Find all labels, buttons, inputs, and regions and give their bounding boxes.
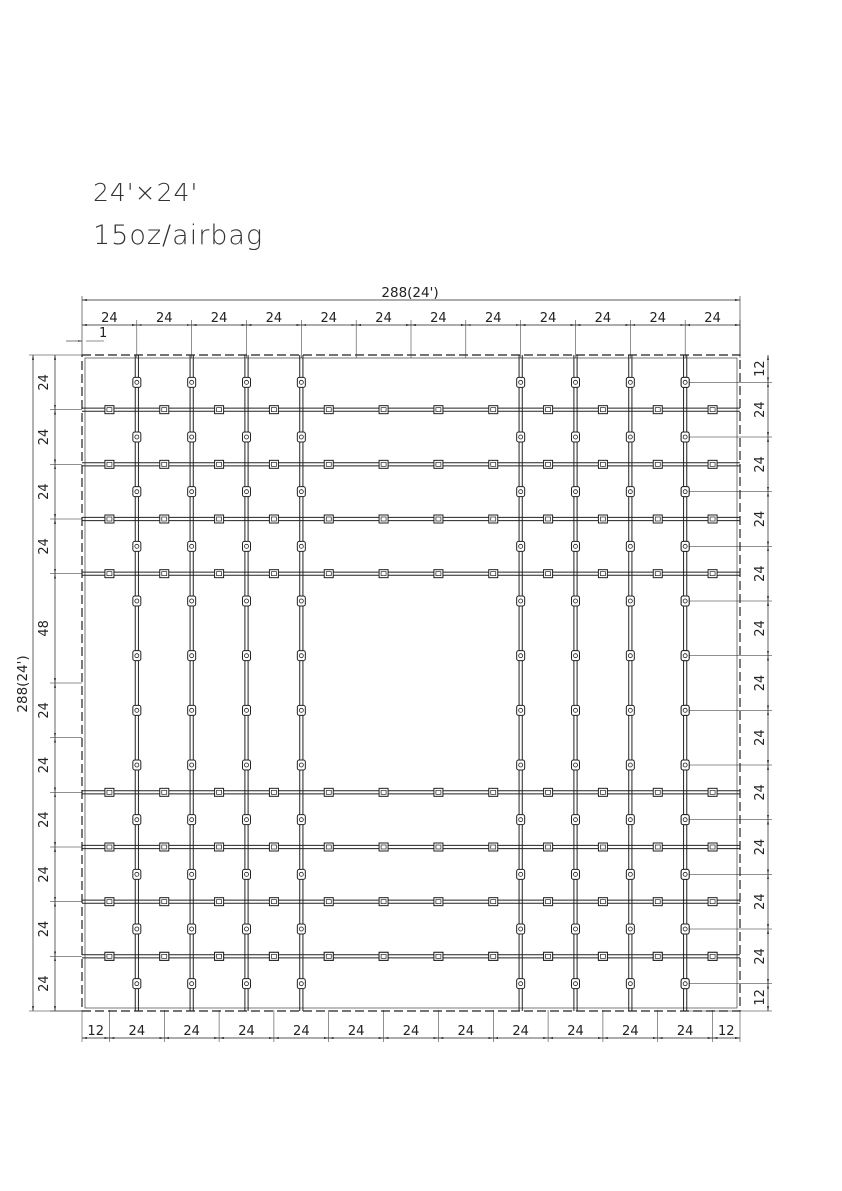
connector-node <box>598 788 607 796</box>
left-dim-label: 24 <box>37 538 52 555</box>
connector-node <box>489 570 498 578</box>
drawing-title-weight: 15oz/airbag <box>93 220 264 251</box>
connector-node <box>243 377 251 387</box>
connector-node <box>379 570 388 578</box>
connector-node <box>653 952 662 960</box>
bottom-dim-label: 24 <box>128 1024 146 1039</box>
connector-node <box>188 760 196 770</box>
connector-node <box>188 377 196 387</box>
connector-node <box>517 924 525 934</box>
connector-node <box>379 843 388 851</box>
right-dim-label: 12 <box>753 360 768 377</box>
connector-node <box>133 760 141 770</box>
connector-node <box>517 760 525 770</box>
connector-node <box>517 596 525 606</box>
connector-node <box>489 952 498 960</box>
connector-node <box>681 924 689 934</box>
connector-node <box>434 843 443 851</box>
connector-node <box>188 541 196 551</box>
overall-width-label: 288(24') <box>381 285 439 301</box>
connector-node <box>269 406 278 414</box>
top-dim-label: 24 <box>101 311 118 326</box>
connector-node <box>434 515 443 523</box>
connector-node <box>269 570 278 578</box>
connector-node <box>215 898 224 906</box>
connector-node <box>215 788 224 796</box>
connector-node <box>544 788 553 796</box>
connector-node <box>572 541 580 551</box>
right-dim-label: 24 <box>753 401 768 418</box>
connector-node <box>653 843 662 851</box>
connector-node <box>269 898 278 906</box>
right-dim-label: 24 <box>753 565 768 582</box>
connector-node <box>489 898 498 906</box>
connector-node <box>517 651 525 661</box>
bottom-dim-label: 24 <box>622 1024 639 1039</box>
connector-node <box>297 979 305 989</box>
connector-node <box>133 815 141 825</box>
connector-node <box>681 979 689 989</box>
connector-node <box>517 541 525 551</box>
connector-node <box>243 815 251 825</box>
right-dim-label: 12 <box>753 989 768 1006</box>
connector-node <box>188 651 196 661</box>
connector-node <box>297 815 305 825</box>
connector-node <box>626 815 634 825</box>
connector-nodes <box>105 377 717 988</box>
connector-node <box>434 898 443 906</box>
top-dim-label: 24 <box>430 311 447 326</box>
connector-node <box>544 898 553 906</box>
connector-node <box>105 898 114 906</box>
connector-node <box>489 406 498 414</box>
connector-node <box>572 705 580 715</box>
connector-node <box>598 952 607 960</box>
connector-node <box>489 460 498 468</box>
connector-node <box>598 898 607 906</box>
bottom-dim-label: 24 <box>567 1024 584 1039</box>
connector-node <box>598 406 607 414</box>
connector-node <box>598 843 607 851</box>
connector-node <box>489 788 498 796</box>
right-dim-label: 24 <box>753 510 768 528</box>
top-dim-label: 24 <box>375 311 392 326</box>
top-dim-label: 24 <box>704 311 721 326</box>
right-dim-label: 24 <box>753 893 768 910</box>
connector-node <box>269 515 278 523</box>
top-dim-label: 24 <box>210 311 228 326</box>
connector-node <box>269 843 278 851</box>
connector-node <box>379 515 388 523</box>
connector-node <box>626 869 634 879</box>
connector-node <box>626 487 634 497</box>
top-dim-label: 24 <box>320 311 338 326</box>
connector-node <box>681 541 689 551</box>
connector-node <box>572 432 580 442</box>
top-dim-label: 24 <box>265 311 283 326</box>
connector-node <box>188 432 196 442</box>
connector-node <box>489 515 498 523</box>
connector-node <box>681 487 689 497</box>
connector-node <box>133 541 141 551</box>
connector-node <box>243 487 251 497</box>
connector-node <box>160 898 169 906</box>
connector-node <box>133 651 141 661</box>
connector-node <box>653 788 662 796</box>
connector-node <box>160 843 169 851</box>
connector-node <box>269 952 278 960</box>
connector-node <box>572 377 580 387</box>
left-dim-label: 24 <box>37 374 52 391</box>
connector-node <box>708 788 717 796</box>
connector-node <box>517 432 525 442</box>
connector-node <box>626 760 634 770</box>
connector-node <box>105 460 114 468</box>
connector-node <box>324 570 333 578</box>
top-dim-label: 24 <box>594 311 612 326</box>
offset-label: 1 <box>99 326 108 341</box>
connector-node <box>544 406 553 414</box>
connector-node <box>297 869 305 879</box>
connector-node <box>626 979 634 989</box>
connector-node <box>324 952 333 960</box>
connector-node <box>215 515 224 523</box>
connector-node <box>708 952 717 960</box>
connector-node <box>297 924 305 934</box>
connector-node <box>243 869 251 879</box>
connector-node <box>544 952 553 960</box>
connector-node <box>269 788 278 796</box>
connector-node <box>517 705 525 715</box>
bottom-dim-label: 24 <box>238 1024 255 1039</box>
connector-node <box>598 460 607 468</box>
connector-node <box>297 651 305 661</box>
connector-node <box>708 898 717 906</box>
right-dim-label: 24 <box>753 838 768 856</box>
connector-node <box>188 596 196 606</box>
connector-node <box>243 924 251 934</box>
top-dim-label: 24 <box>484 311 502 326</box>
connector-node <box>188 705 196 715</box>
right-dim-label: 24 <box>753 620 768 637</box>
connector-node <box>215 406 224 414</box>
connector-node <box>297 596 305 606</box>
connector-node <box>626 432 634 442</box>
connector-node <box>160 406 169 414</box>
connector-node <box>133 596 141 606</box>
connector-node <box>133 377 141 387</box>
connector-node <box>324 788 333 796</box>
connector-node <box>653 460 662 468</box>
connector-node <box>434 406 443 414</box>
connector-node <box>626 705 634 715</box>
connector-node <box>681 651 689 661</box>
connector-node <box>434 460 443 468</box>
connector-node <box>572 596 580 606</box>
bottom-dim-label: 24 <box>457 1024 475 1039</box>
connector-node <box>215 952 224 960</box>
connector-node <box>544 570 553 578</box>
connector-node <box>544 460 553 468</box>
bottom-dim-label: 24 <box>402 1024 420 1039</box>
top-dim-label: 24 <box>649 311 667 326</box>
connector-node <box>160 570 169 578</box>
connector-node <box>708 570 717 578</box>
bottom-dim-label: 24 <box>183 1024 200 1039</box>
connector-node <box>681 377 689 387</box>
bottom-dim-label: 12 <box>718 1024 735 1039</box>
connector-node <box>215 843 224 851</box>
connector-node <box>105 843 114 851</box>
connector-node <box>243 979 251 989</box>
bottom-dim-label: 24 <box>293 1024 310 1039</box>
overall-height-label: 288(24') <box>15 655 31 713</box>
connector-node <box>243 705 251 715</box>
frame-dashed-border <box>82 355 740 1011</box>
connector-node <box>626 541 634 551</box>
bottom-dim-label: 24 <box>347 1024 365 1039</box>
connector-node <box>572 979 580 989</box>
connector-node <box>572 760 580 770</box>
connector-node <box>517 815 525 825</box>
connector-node <box>681 705 689 715</box>
connector-node <box>105 515 114 523</box>
connector-node <box>243 760 251 770</box>
connector-node <box>379 788 388 796</box>
connector-node <box>188 487 196 497</box>
right-dim-label: 24 <box>753 729 768 746</box>
connector-node <box>160 515 169 523</box>
bottom-dim-label: 12 <box>87 1024 104 1039</box>
beam-grid <box>82 355 740 1011</box>
frame-outline <box>82 355 740 1011</box>
connector-node <box>160 788 169 796</box>
connector-node <box>653 406 662 414</box>
connector-node <box>626 924 634 934</box>
connector-node <box>243 541 251 551</box>
right-dim-label: 24 <box>753 674 768 692</box>
connector-node <box>489 843 498 851</box>
connector-node <box>133 869 141 879</box>
connector-node <box>544 843 553 851</box>
connector-node <box>297 432 305 442</box>
connector-node <box>269 460 278 468</box>
connector-node <box>708 515 717 523</box>
connector-node <box>297 541 305 551</box>
connector-node <box>379 460 388 468</box>
connector-node <box>133 924 141 934</box>
connector-node <box>160 460 169 468</box>
connector-node <box>243 651 251 661</box>
connector-node <box>434 952 443 960</box>
connector-node <box>324 843 333 851</box>
connector-node <box>572 815 580 825</box>
connector-node <box>324 460 333 468</box>
connector-node <box>379 952 388 960</box>
connector-node <box>653 898 662 906</box>
connector-node <box>626 596 634 606</box>
connector-node <box>598 570 607 578</box>
left-dim-label: 24 <box>37 920 52 938</box>
connector-node <box>133 487 141 497</box>
connector-node <box>572 487 580 497</box>
connector-node <box>517 979 525 989</box>
connector-node <box>188 815 196 825</box>
connector-node <box>105 788 114 796</box>
connector-node <box>188 869 196 879</box>
connector-node <box>517 487 525 497</box>
connector-node <box>544 515 553 523</box>
connector-node <box>133 432 141 442</box>
right-dim-label: 24 <box>753 456 768 473</box>
connector-node <box>188 979 196 989</box>
dimension-labels <box>15 285 768 1039</box>
connector-node <box>188 924 196 934</box>
connector-node <box>572 869 580 879</box>
left-dim-label: 24 <box>37 483 52 500</box>
connector-node <box>324 515 333 523</box>
connector-node <box>434 570 443 578</box>
connector-node <box>297 487 305 497</box>
connector-node <box>598 515 607 523</box>
connector-node <box>681 815 689 825</box>
connector-node <box>681 869 689 879</box>
connector-node <box>434 788 443 796</box>
connector-node <box>379 406 388 414</box>
top-dim-label: 24 <box>155 311 173 326</box>
top-dim-label: 24 <box>539 311 557 326</box>
left-dim-label: 24 <box>37 428 52 446</box>
connector-node <box>653 515 662 523</box>
bottom-dim-label: 24 <box>676 1024 694 1039</box>
connector-node <box>626 651 634 661</box>
connector-node <box>105 406 114 414</box>
connector-node <box>324 406 333 414</box>
connector-node <box>379 898 388 906</box>
connector-node <box>297 705 305 715</box>
connector-node <box>572 651 580 661</box>
frame-inner-border <box>85 358 737 1008</box>
connector-node <box>243 432 251 442</box>
connector-node <box>133 705 141 715</box>
left-dim-label: 24 <box>37 866 52 883</box>
connector-node <box>681 760 689 770</box>
connector-node <box>243 596 251 606</box>
connector-node <box>297 760 305 770</box>
connector-node <box>105 570 114 578</box>
left-dim-label: 24 <box>37 975 52 992</box>
connector-node <box>297 377 305 387</box>
connector-node <box>708 460 717 468</box>
right-dim-label: 24 <box>753 948 768 965</box>
left-dim-label: 24 <box>37 702 52 719</box>
connector-node <box>517 869 525 879</box>
right-dim-label: 24 <box>753 784 768 801</box>
left-dim-label: 48 <box>37 620 52 637</box>
drawing-title-size: 24'×24' <box>93 178 199 207</box>
connector-node <box>572 924 580 934</box>
connector-node <box>681 432 689 442</box>
connector-node <box>626 377 634 387</box>
connector-node <box>324 898 333 906</box>
connector-node <box>105 952 114 960</box>
connector-node <box>133 979 141 989</box>
left-dim-label: 24 <box>37 811 52 828</box>
left-dim-label: 24 <box>37 756 52 774</box>
connector-node <box>215 570 224 578</box>
bottom-dim-label: 24 <box>512 1024 529 1039</box>
connector-node <box>681 596 689 606</box>
connector-node <box>160 952 169 960</box>
connector-node <box>653 570 662 578</box>
connector-node <box>708 406 717 414</box>
connector-node <box>708 843 717 851</box>
connector-node <box>517 377 525 387</box>
connector-node <box>215 460 224 468</box>
